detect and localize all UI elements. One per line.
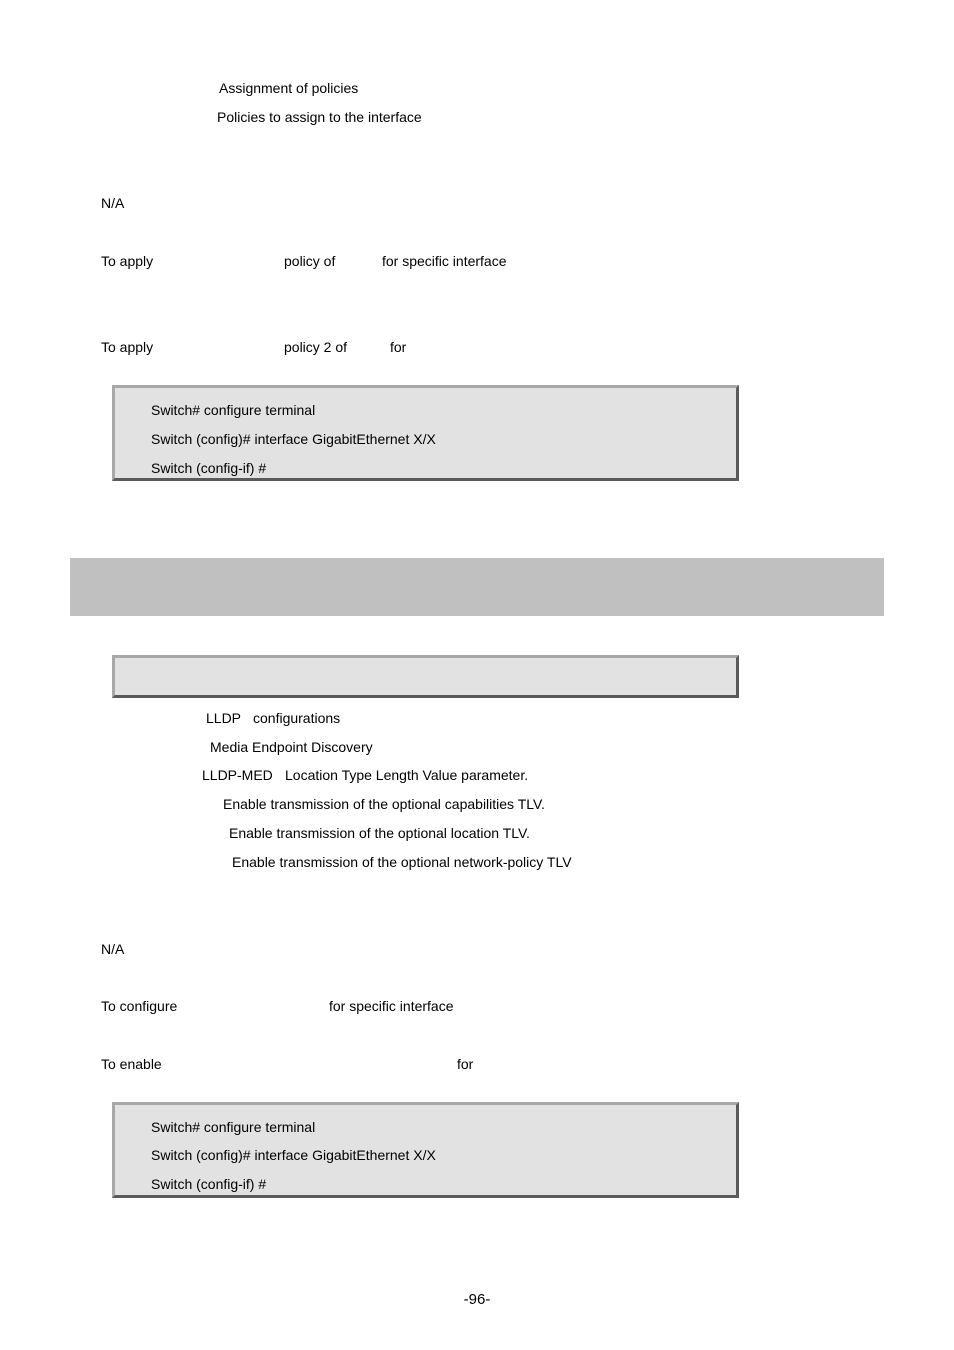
command-syntax-box xyxy=(112,655,739,698)
default-value-2: N/A xyxy=(101,941,125,957)
usage2-part2: for specific interface xyxy=(329,998,454,1014)
code-line: Switch# configure terminal xyxy=(151,1119,316,1135)
page-number: -96- xyxy=(463,1291,491,1308)
param-location-desc: Enable transmission of the optional location TLV. xyxy=(229,825,530,841)
example2-part2: for xyxy=(457,1056,474,1072)
param-lldp-med: LLDP-MED xyxy=(202,767,273,783)
code-line: Switch (config)# interface GigabitEthernet X/X xyxy=(151,1147,436,1163)
usage2-part1: To configure xyxy=(101,998,178,1014)
example2-part1: To enable xyxy=(101,1056,162,1072)
param-lldp: LLDP xyxy=(206,710,242,726)
usage1-part3: for specific interface xyxy=(382,253,507,269)
code-line: Switch# configure terminal xyxy=(151,402,316,418)
example1-part2: policy 2 of xyxy=(284,339,348,355)
section-heading-band xyxy=(70,558,884,616)
param-policies-desc: Policies to assign to the interface xyxy=(217,109,422,125)
param-lldp-desc: configurations xyxy=(253,710,341,726)
code-line: Switch (config-if) # xyxy=(151,1176,267,1192)
param-tlv-desc: Location Type Length Value parameter. xyxy=(285,767,529,783)
param-network-policy-desc: Enable transmission of the optional network-policy TLV xyxy=(232,854,572,870)
code-line: Switch (config)# interface GigabitEthernet X/X xyxy=(151,431,436,447)
usage1-part1: To apply xyxy=(101,253,154,269)
example1-part1: To apply xyxy=(101,339,154,355)
code-example-box-2 xyxy=(112,1102,739,1198)
default-value-1: N/A xyxy=(101,195,125,211)
param-med-desc: Media Endpoint Discovery xyxy=(210,739,373,755)
usage1-part2: policy of xyxy=(284,253,336,269)
param-capabilities-desc: Enable transmission of the optional capabilities TLV. xyxy=(223,796,545,812)
param-assignment-desc: Assignment of policies xyxy=(219,80,359,96)
example1-part3: for xyxy=(390,339,407,355)
code-line: Switch (config-if) # xyxy=(151,460,267,476)
code-example-box-1 xyxy=(112,385,739,481)
